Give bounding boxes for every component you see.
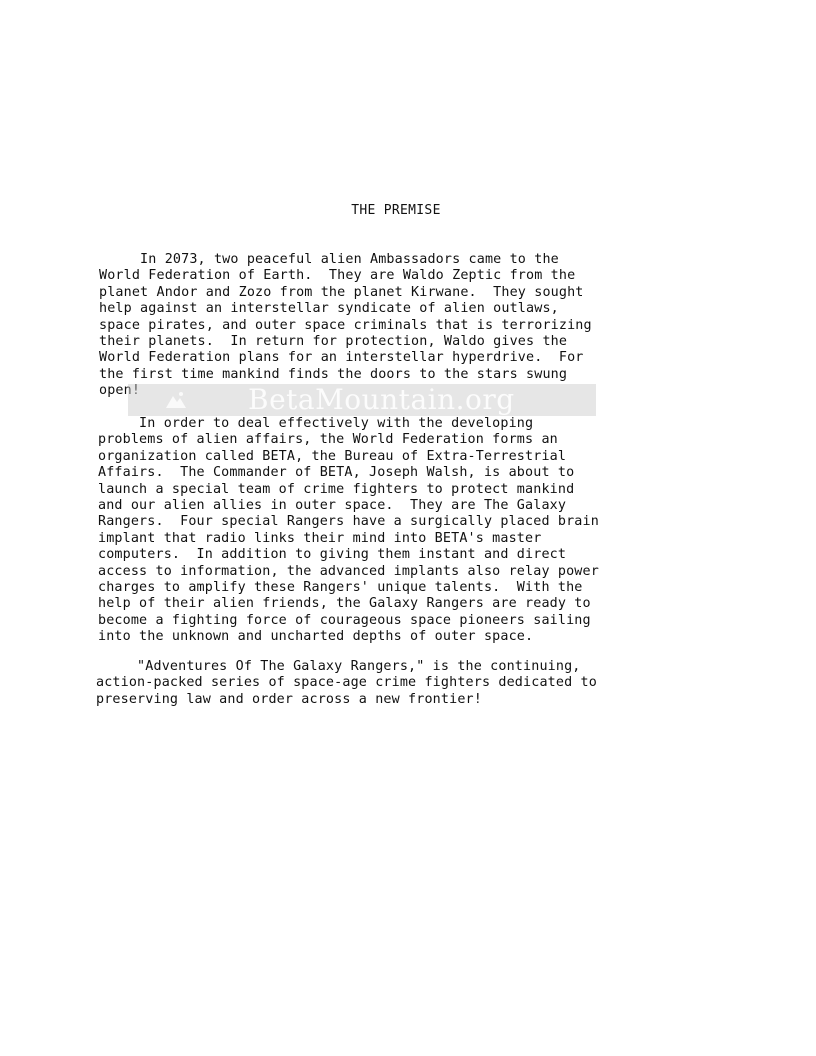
text-line: charges to amplify these Rangers' unique talents. With the [98, 579, 583, 595]
text-line: computers. In addition to giving them instant and direct [98, 547, 567, 563]
text-line: preserving law and order across a new frontier! [96, 691, 482, 707]
watermark-band [128, 384, 596, 416]
text-line: implant that radio links their mind into BETA's master [98, 530, 542, 546]
text-line: help against an interstellar syndicate of alien outlaws, [99, 301, 559, 317]
text-line: become a fighting force of courageous space pioneers sailing [98, 612, 591, 628]
text-line: space pirates, and outer space criminals that is terrorizing [99, 317, 592, 333]
document-title: THE PREMISE [351, 203, 441, 218]
text-line: Rangers. Four special Rangers have a surgically placed brain [98, 514, 599, 530]
text-line: World Federation of Earth. They are Waldo Zeptic from the [99, 268, 576, 284]
text-line: and our alien allies in outer space. They are The Galaxy [98, 497, 567, 513]
text-line: In order to deal effectively with the developing [98, 416, 534, 431]
text-line: action-packed series of space-age crime fighters dedicated to [96, 675, 597, 691]
text-line: In 2073, two peaceful alien Ambassadors came to the [99, 252, 559, 267]
text-line: access to information, the advanced implants also relay power [98, 563, 599, 579]
text-line: problems of alien affairs, the World Federation forms an [98, 432, 558, 448]
text-line: into the unknown and uncharted depths of outer space. [98, 629, 534, 645]
text-line: open! [99, 383, 141, 399]
text-line: launch a special team of crime fighters to protect mankind [98, 481, 575, 497]
text-line: the first time mankind finds the doors to the stars swung [99, 366, 568, 382]
text-line: World Federation plans for an interstellar hyperdrive. For [99, 350, 584, 366]
paragraph-series [96, 659, 696, 708]
text-line: Affairs. The Commander of BETA, Joseph Walsh, is about to [98, 465, 575, 481]
paragraph-beta [98, 416, 698, 645]
mountain-logo-icon [164, 388, 188, 412]
text-line: organization called BETA, the Bureau of Extra-Terrestrial [98, 448, 567, 464]
watermark-text: BetaMountain.org [248, 383, 515, 416]
text-line: planet Andor and Zozo from the planet Kirwane. They sought [99, 284, 584, 300]
text-line: their planets. In return for protection, Waldo gives the [99, 333, 568, 349]
text-line: "Adventures Of The Galaxy Rangers," is the continuing, [96, 659, 581, 674]
paragraph-premise [99, 252, 699, 400]
text-line: help of their alien friends, the Galaxy Rangers are ready to [98, 596, 591, 612]
